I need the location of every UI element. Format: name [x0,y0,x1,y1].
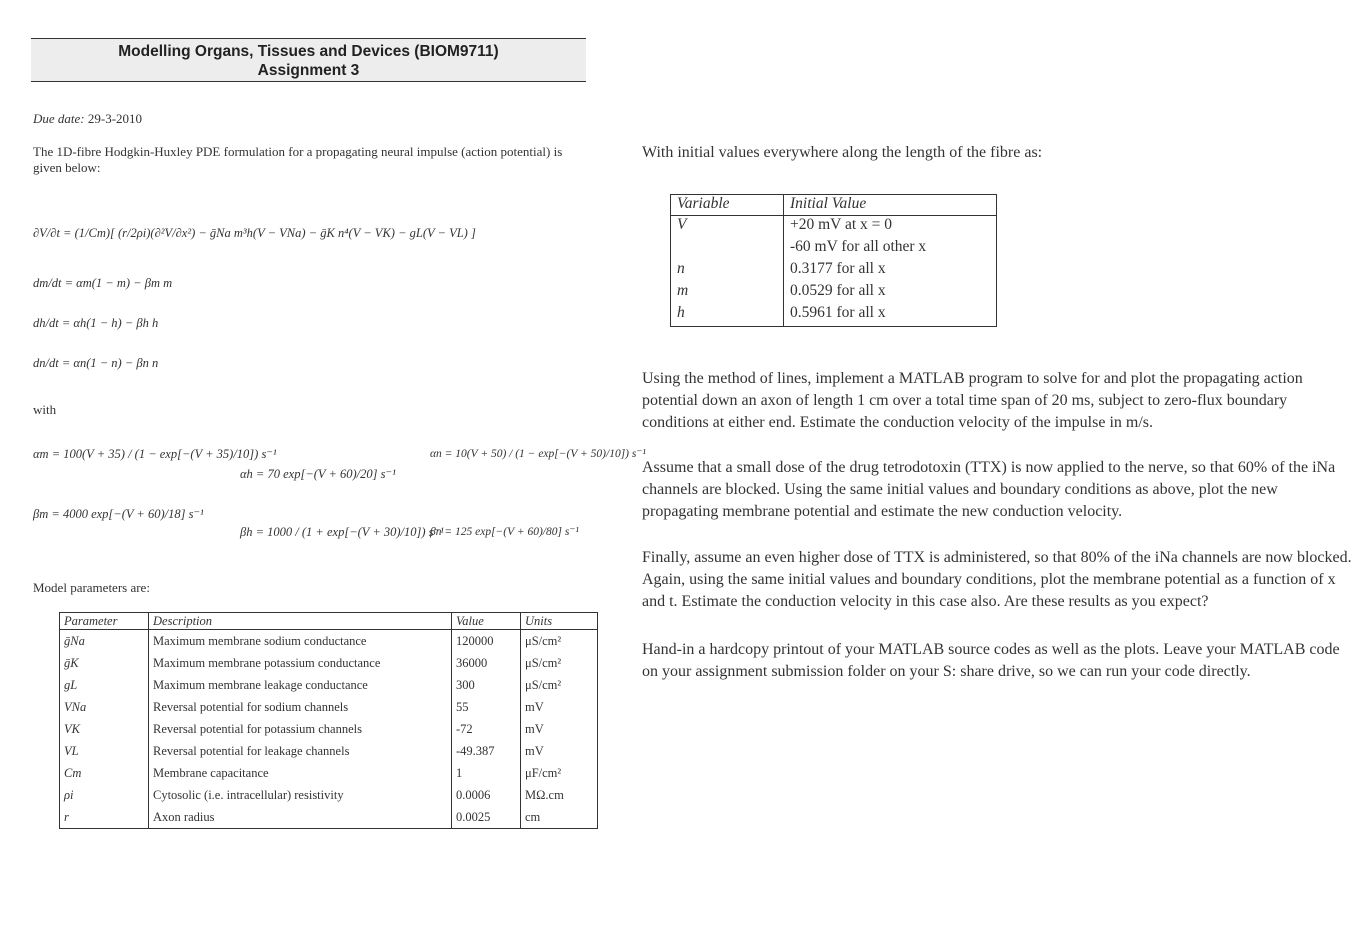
param-value: 36000 [452,652,521,674]
param-symbol: ρi [60,784,149,806]
initial-values-table [670,194,997,327]
param-description: Membrane capacitance [149,762,452,784]
column-header: Initial Value [784,195,997,216]
variable-cell: h [671,304,784,327]
column-header: Value [452,613,521,630]
paragraph-ttx-60: Assume that a small dose of the drug tetrodotoxin (TTX) is now applied to the nerve, so that 60% of the iNa channels are blocked. Using the same initial values and boundary conditions as above, plot the new propagating membrane potential and estimate the new conduction velocity. [642,459,1336,520]
column-header: Description [149,613,452,630]
param-units: mV [525,699,544,714]
param-description: Maximum membrane potassium conductance [149,652,452,674]
table-row [671,282,997,304]
param-value: 300 [452,674,521,696]
document-header [31,38,586,82]
table-row [60,806,598,829]
param-symbol: gL [60,674,149,696]
beta-h-equation: βh = 1000 / (1 + exp[−(V + 30)/10]) s⁻¹ [240,525,444,539]
table-row [671,260,997,282]
param-description: Axon radius [149,806,452,829]
table-header-row [671,195,997,216]
param-symbol: ḡNa [60,630,149,653]
param-units: cm [525,809,541,824]
param-description: Reversal potential for sodium channels [149,696,452,718]
beta-n-equation: βn = 125 exp[−(V + 60)/80] s⁻¹ [430,526,579,538]
variable-cell: n [671,260,784,282]
parameters-table [59,612,598,829]
equation-n: dn/dt = αn(1 − n) − βn n [33,356,159,370]
paragraph-ttx-80: Finally, assume an even higher dose of TTX is administered, so that 80% of the iNa channels are now blocked. Again, using the same initial values and boundary conditions, plot the membrane potential as a function of x and t. Estimate the conduction velocity in this case also. Are these results as you expect? [642,549,1352,610]
variable-cell: V [671,216,784,239]
initial-value-cell: 0.5961 for all x [790,304,886,321]
alpha-h-equation: αh = 70 exp[−(V + 60)/20] s⁻¹ [240,467,396,481]
param-description: Reversal potential for leakage channels [149,740,452,762]
param-symbol: VL [60,740,149,762]
table-header-row [60,613,598,630]
beta-m-equation: βm = 4000 exp[−(V + 60)/18] s⁻¹ [33,507,204,521]
param-units: μS/cm² [525,633,562,648]
table-row [60,762,598,784]
param-description: Maximum membrane sodium conductance [149,630,452,653]
table-row [60,652,598,674]
param-units: mV [525,743,544,758]
table-row [60,784,598,806]
param-symbol: Cm [60,762,149,784]
variable-cell: m [671,282,784,304]
due-date-value: 29-3-2010 [84,111,143,126]
param-description: Reversal potential for potassium channels [149,718,452,740]
course-title: Modelling Organs, Tissues and Devices (BIOM9711) [118,43,499,60]
paragraph-hand-in: Hand-in a hardcopy printout of your MATLAB source codes as well as the plots. Leave your MATLAB code on your assignment submission folder on your S: share drive, so we can run your code directly. [642,641,1340,680]
table-row [60,718,598,740]
due-date-label: Due date: [33,111,85,126]
due-date [33,111,142,127]
variable-cell [671,238,784,260]
table-row [60,630,598,653]
param-value: 1 [452,762,521,784]
equation-m: dm/dt = αm(1 − m) − βm m [33,276,173,290]
column-header: Units [521,613,598,630]
model-parameters-label: Model parameters are: [33,580,150,595]
param-units: μS/cm² [525,655,562,670]
param-value: 120000 [452,630,521,653]
table-row [671,238,997,260]
table-row [60,696,598,718]
initial-values-intro: With initial values everywhere along the length of the fibre as: [642,144,1043,161]
table-row [671,304,997,327]
param-value: -49.387 [452,740,521,762]
param-symbol: VK [60,718,149,740]
param-value: 0.0006 [452,784,521,806]
assignment-title: Assignment 3 [257,62,360,79]
initial-value-cell: 0.3177 for all x [790,260,886,277]
column-header: Variable [671,195,784,216]
param-description: Maximum membrane leakage conductance [149,674,452,696]
paragraph-method-of-lines: Using the method of lines, implement a MATLAB program to solve for and plot the propagating action potential down an axon of length 1 cm over a total time span of 20 ms, subject to zero-flux boundary conditions at either end. Estimate the conduction velocity of the impulse in m/s. [642,370,1303,431]
param-units: μS/cm² [525,677,562,692]
param-value: -72 [452,718,521,740]
param-symbol: VNa [60,696,149,718]
alpha-n-equation: αn = 10(V + 50) / (1 − exp[−(V + 50)/10]) s⁻¹ [430,448,646,460]
param-units: mV [525,721,544,736]
param-value: 55 [452,696,521,718]
table-row [671,216,997,239]
param-symbol: ḡK [60,652,149,674]
initial-value-cell: -60 mV for all other x [790,238,927,255]
equation-membrane: ∂V/∂t = (1/Cm)[ (r/2ρi)(∂²V/∂x²) − ḡNa m³h(V − VNa) − ḡK n⁴(V − VK) − gL(V − VL) ] [33,226,476,240]
initial-value-cell: +20 mV at x = 0 [790,216,893,233]
param-symbol: r [60,806,149,829]
param-units: MΩ.cm [525,787,564,802]
table-row [60,740,598,762]
equation-h: dh/dt = αh(1 − h) − βh h [33,316,159,330]
param-units: μF/cm² [525,765,562,780]
table-row [60,674,598,696]
with-label: with [33,402,57,417]
param-description: Cytosolic (i.e. intracellular) resistivity [149,784,452,806]
param-value: 0.0025 [452,806,521,829]
initial-value-cell: 0.0529 for all x [790,282,886,299]
column-header: Parameter [60,613,149,630]
intro-text: The 1D-fibre Hodgkin-Huxley PDE formulation for a propagating neural impulse (action potential) is given below: [33,144,563,175]
alpha-m-equation: αm = 100(V + 35) / (1 − exp[−(V + 35)/10]) s⁻¹ [33,447,277,461]
